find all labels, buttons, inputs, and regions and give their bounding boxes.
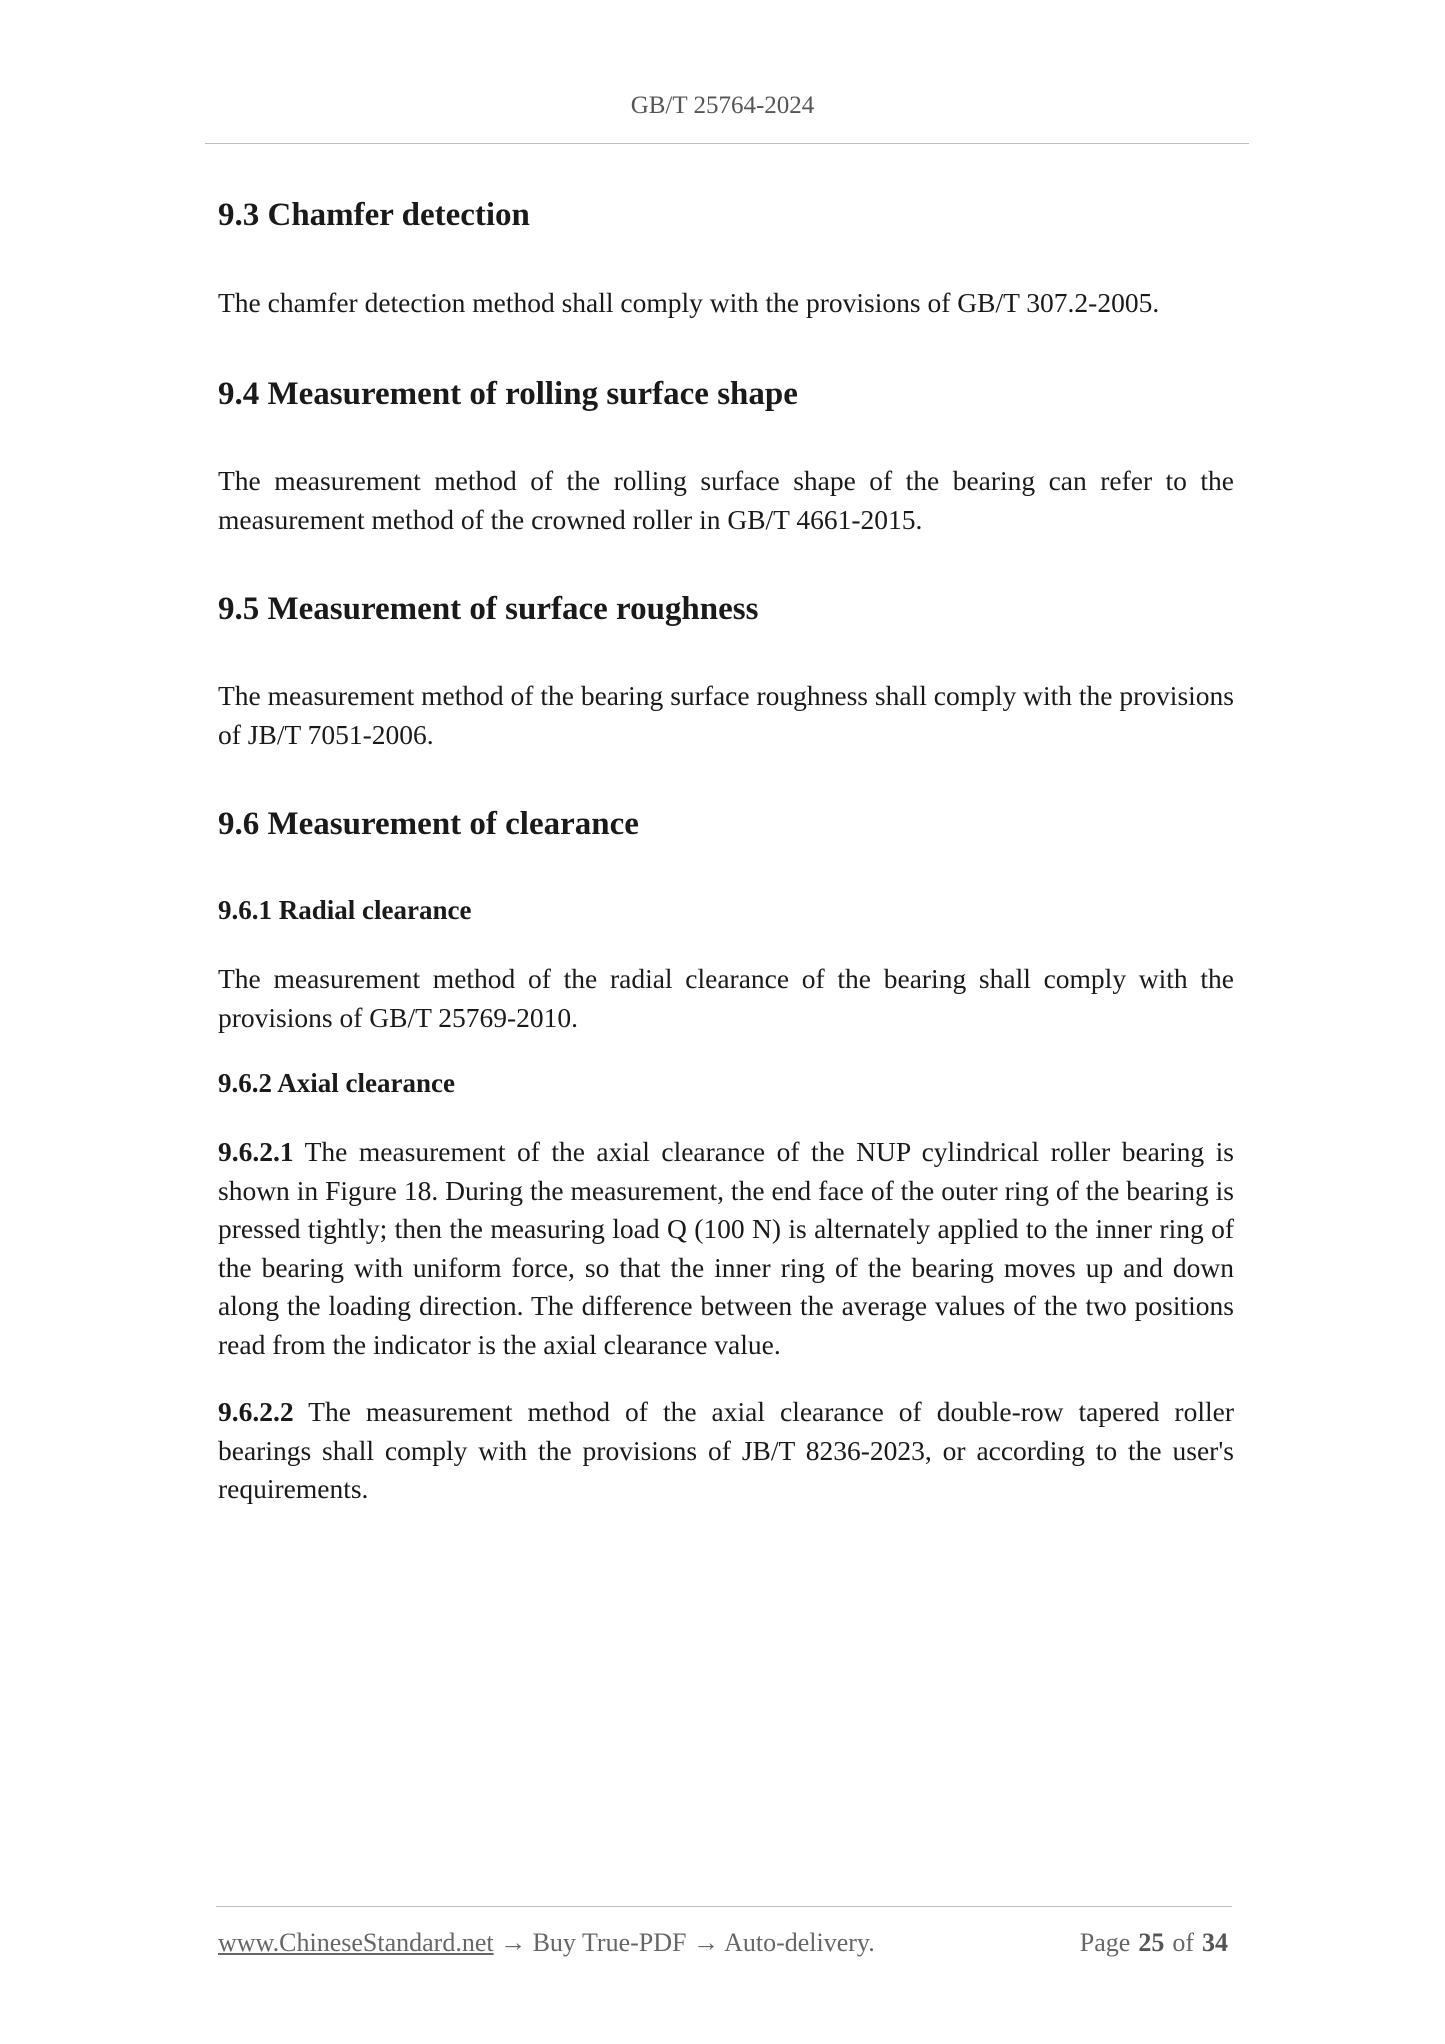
section-9-4-paragraph: The measurement method of the rolling surface shape of the bearing can refer to the measurement method of the crowned roller in GB/T 4661-2015. [218, 465, 1234, 535]
arrow-right-icon: → [493, 1928, 533, 1957]
section-9-3-heading: 9.3 Chamfer detection [218, 197, 530, 233]
clause-9-6-2-2-number: 9.6.2.2 [218, 1396, 294, 1427]
section-9-6-heading: 9.6 Measurement of clearance [218, 806, 639, 842]
section-9-5-paragraph: The measurement method of the bearing surface roughness shall comply with the provisions of JB/T 7051-2006. [218, 680, 1234, 750]
clause-9-6-2-1-number: 9.6.2.1 [218, 1136, 294, 1167]
section-9-4-heading: 9.4 Measurement of rolling surface shape [218, 376, 798, 412]
footer [218, 1925, 1228, 1961]
website-link[interactable]: www.ChineseStandard.net [218, 1928, 494, 1957]
clause-9-6-2-2-paragraph [218, 1393, 1234, 1509]
clause-9-6-2-2-text: The measurement method of the axial clearance of double-row tapered roller bearings shall comply with the provisions of JB/T 8236-2023, or according to the user's requirements. [218, 1396, 1234, 1504]
header-divider [205, 143, 1249, 144]
page-label: Page [1079, 1928, 1131, 1957]
footer-promo [218, 1925, 875, 1961]
of-label: of [1172, 1928, 1194, 1957]
arrow-right-icon: → [686, 1928, 725, 1957]
footer-divider [216, 1906, 1232, 1907]
total-pages-number: 34 [1202, 1928, 1228, 1957]
section-9-3-paragraph: The chamfer detection method shall comply with the provisions of GB/T 307.2-2005. [218, 287, 1160, 318]
page-indicator [1080, 1925, 1228, 1961]
section-9-6-1-paragraph: The measurement method of the radial clearance of the bearing shall comply with the provisions of GB/T 25769-2010. [218, 963, 1234, 1033]
section-9-5-heading: 9.5 Measurement of surface roughness [218, 591, 759, 627]
section-9-6-2-heading: 9.6.2 Axial clearance [218, 1068, 455, 1098]
current-page-number: 25 [1138, 1928, 1165, 1957]
buy-true-pdf-text: Buy True-PDF [532, 1928, 687, 1957]
clause-9-6-2-1-text: The measurement of the axial clearance of the NUP cylindrical roller bearing is shown in Figure 18. During the measurement, the end face of the outer ring of the bearing is pressed tightly; then the measuring load Q (100 N) is alternately applied to the inner ring of the bearing with uniform force, so that the inner ring of the bearing moves up and down along the loading direction. The difference between the average values of the two positions read from the indicator is the axial clearance value. [218, 1136, 1234, 1360]
running-header: GB/T 25764-2024 [630, 92, 815, 119]
clause-9-6-2-1-paragraph [218, 1133, 1234, 1364]
section-9-6-1-heading: 9.6.1 Radial clearance [218, 895, 472, 925]
auto-delivery-text: Auto-delivery. [724, 1928, 875, 1957]
